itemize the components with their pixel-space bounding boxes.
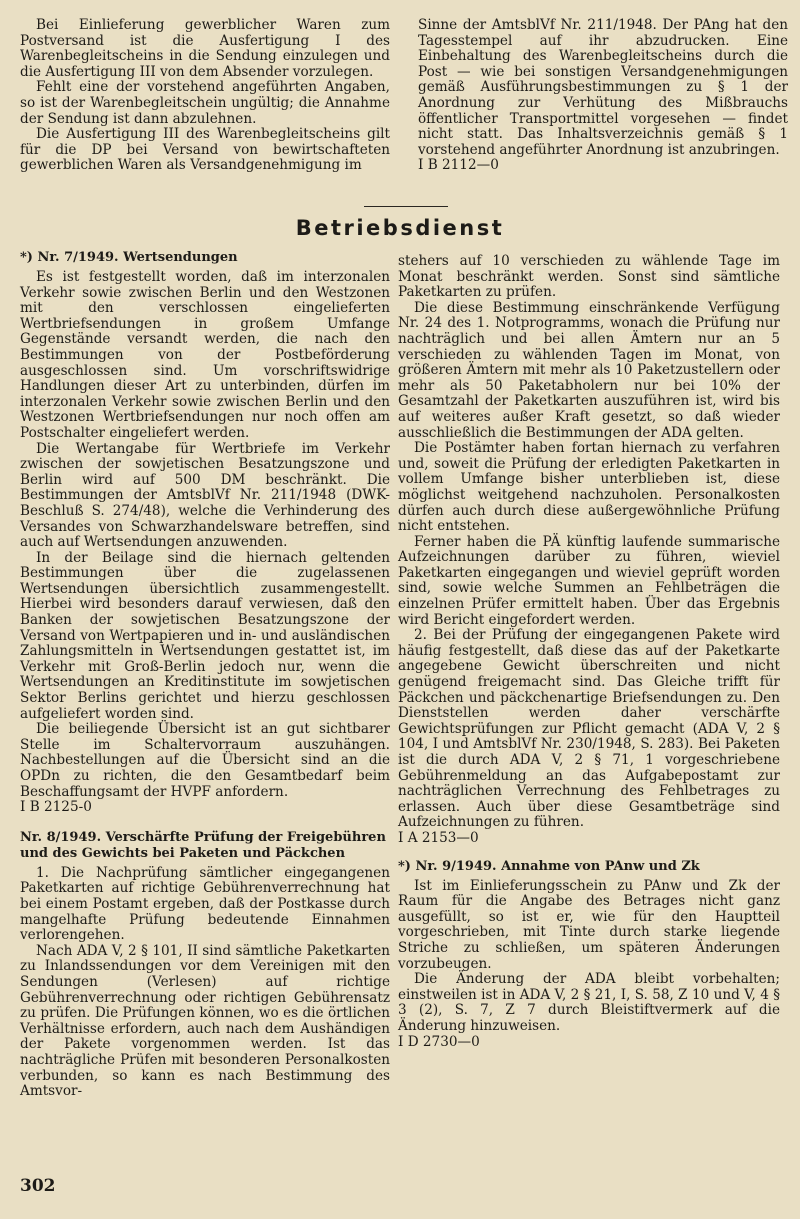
section-title: Betriebsdienst [295,216,505,240]
reference-code: I D 2730—0 [398,1033,480,1050]
paragraph: Die beiliegende Übersicht ist an gut sichtbarer Stelle im Schaltervorraum auszuhängen. Nachbestellungen auf die Übersicht sind an die OPDn zu richten, die den Gesamtbedarf beim Beschaffungsamt der HVPF anfordern. [20,721,390,800]
paragraph: 2. Bei der Prüfung der eingegangenen Pakete wird häufig festgestellt, daß diese das auf der Paketkarte angegebene Gewicht überschreiten und nicht genügend freigemacht sind. Das Gleiche trifft für Päckchen und päckchenartige Briefsendungen zu. Den Dienststellen werden daher verschärfte Gewichtsprüfungen zur Pflicht gemacht (ADA V, 2 § 104, I und AmtsblVf Nr. 230/1948, S. 283). Bei Paketen ist die durch ADA V, 2 § 71, 1 vorgeschriebene Gebührenmeldung an das Aufgabepostamt zur nachträglichen Verrechnung des Fehlbetrages zu erlassen. Auch über diese Gesamtbeträge sind Aufzeichnungen zu führen. [398,627,780,831]
reference-code: I A 2153—0 [398,829,479,846]
paragraph: Nach ADA V, 2 § 101, II sind sämtliche Paketkarten zu Inlandssendungen vor dem Vereinigen mit den Sendungen (Verlesen) auf richtige Gebührenverrechnung oder richtigen Gebührensatz zu prüfen. Die Prüfungen können, wo es die örtlichen Verhältnisse erfordern, auch nach dem Aushändigen der Pakete vorgenommen werden. Ist das nachträgliche Prüfen mit besonderen Personalkosten verbunden, so kann es nach Bestimmung des Amtsvor- [20,942,390,1100]
paragraph: Ist im Einlieferungsschein zu PAnw und Zk der Raum für die Angabe des Betrages nicht ganz ausgefüllt, so ist er, wie für den Hauptteil vorgeschrieben, mit Tinte durch starke liegende Striche zu schließen, um späteren Änderungen vorzubeugen. [398,877,780,972]
paragraph: Fehlt eine der vorstehend angeführten Angaben, so ist der Warenbegleitschein ungültig; die Annahme der Sendung ist dann abzulehnen. [20,79,390,127]
main-left-column [20,250,390,1100]
paragraph: Die Ausfertigung III des Warenbegleitscheins gilt für die DP bei Versand von bewirtschafteten gewerblichen Waren als Versandgenehmigung im [20,126,390,174]
paragraph: Bei Einlieferung gewerblicher Waren zum Postversand ist die Ausfertigung I des Warenbegleitscheins in die Sendung einzulegen und die Ausfertigung III von dem Absender vorzulegen. [20,17,390,80]
paragraph: Ferner haben die PÄ künftig laufende summarische Aufzeichnungen darüber zu führen, wieviel Paketkarten eingegangen und wieviel geprüft worden sind, sowie welche Summen an Fehlbeträgen die einzelnen Prüfer ermittelt haben. Über das Ergebnis wird Bericht eingefordert werden. [398,533,780,628]
paragraph: Es ist festgestellt worden, daß im interzonalen Verkehr sowie zwischen Berlin und den Westzonen mit den verschlossen eingelieferten Wertbriefsendungen in großem Umfange Gegenstände versandt werden, die nach den Bestimmungen von der Postbeförderung ausgeschlossen sind. Um vorschriftswidrige Handlungen dieser Art zu unterbinden, dürfen im interzonalen Verkehr sowie zwischen Berlin und den Westzonen Wertbriefsendungen nur noch offen am Postschalter eingeliefert werden. [20,269,390,441]
paragraph: Die Postämter haben fortan hiernach zu verfahren und, soweit die Prüfung der erledigten Paketkarten in vollem Umfange bisher unterblieben ist, diese möglichst weitgehend nachzuholen. Personalkosten dürfen auch durch diese außergewöhnliche Prüfung nicht entstehen. [398,440,780,535]
paragraph: 1. Die Nachprüfung sämtlicher eingegangenen Paketkarten auf richtige Gebührenverrechnung hat bei einem Postamt ergeben, daß der Postkasse durch mangelhafte Prüfung bedeutende Einnahmen verlorengehen. [20,864,390,944]
reference-code: I B 2125-0 [20,799,92,816]
reference-code: I B 2112—0 [418,157,499,174]
article-heading-nr9: *) Nr. 9/1949. Annahme von PAnw und Zk [398,858,700,874]
article-heading-nr8: Nr. 8/1949. Verschärfte Prüfung der Freigebühren und des Gewichts bei Paketen und Päckchen [20,829,386,861]
section-divider [364,206,448,207]
paragraph: stehers auf 10 verschieden zu wählende Tage im Monat beschränkt werden. Sonst sind sämtliche Paketkarten zu prüfen. [398,253,780,301]
paragraph: Die Wertangabe für Wertbriefe im Verkehr zwischen der sowjetischen Besatzungszone und Berlin wird auf 500 DM beschränkt. Die Bestimmungen der AmtsblVf Nr. 211/1948 (DWK-Beschluß S. 274/48), welche die Verhinderung des Versandes von Schwarzhandelsware betreffen, sind auch auf Wertsendungen anzuwenden. [20,440,390,551]
paragraph: Die Änderung der ADA bleibt vorbehalten; einstweilen ist in ADA V, 2 § 21, I, S. 58, Z 10 und V, 4 § 3 (2), S. 7, Z 7 durch Bleistiftvermerk auf die Änderung hinzuweisen. [398,971,780,1034]
paragraph: Die diese Bestimmung einschränkende Verfügung Nr. 24 des 1. Notprogramms, wonach die Prüfung nur nachträglich und bei allen Ämtern nur an 5 verschieden zu wählenden Tagen im Monat, von größeren Ämtern mit mehr als 10 Paketzustellern oder mehr als 50 Paketabholern nur bei 10% der Gesamtzahl der Paketkarten auszuführen ist, wird bis auf weiteres außer Kraft gesetzt, so daß wieder ausschließlich die Bestimmungen der ADA gelten. [398,299,780,441]
main-right-column [398,254,780,1050]
paragraph: Sinne der AmtsblVf Nr. 211/1948. Der PAng hat den Tagesstempel auf ihr abzudrucken. Eine Einbehaltung des Warenbegleitscheins durch die Post — wie bei sonstigen Versandgenehmigungen gemäß Ausführungsbestimmungen zu § 1 der Anordnung zur Verhütung des Mißbrauchs öffentlicher Transportmittel vorgesehen — findet nicht statt. Das Inhaltsverzeichnis gemäß § 1 vorstehend angeführter Anordnung ist anzubringen. [418,17,788,158]
page-number: 302 [20,1176,56,1196]
top-left-column [20,18,390,174]
top-right-column [418,18,788,174]
article-heading-nr7: *) Nr. 7/1949. Wertsendungen [20,250,238,265]
paragraph: In der Beilage sind die hiernach geltenden Bestimmungen über die zugelassenen Wertsendungen übersichtlich zusammengestellt. Hierbei wird besonders darauf verwiesen, daß den Banken der sowjetischen Besatzungszone der Versand von Wertpapieren und in- und ausländischen Zahlungsmitteln in Wertsendungen gestattet ist, im Verkehr mit Groß-Berlin jedoch nur, wenn die Wertsendungen an Kreditinstitute im sowjetischen Sektor Berlins gerichtet und hierzu geschlossen aufgeliefert worden sind. [20,549,390,722]
